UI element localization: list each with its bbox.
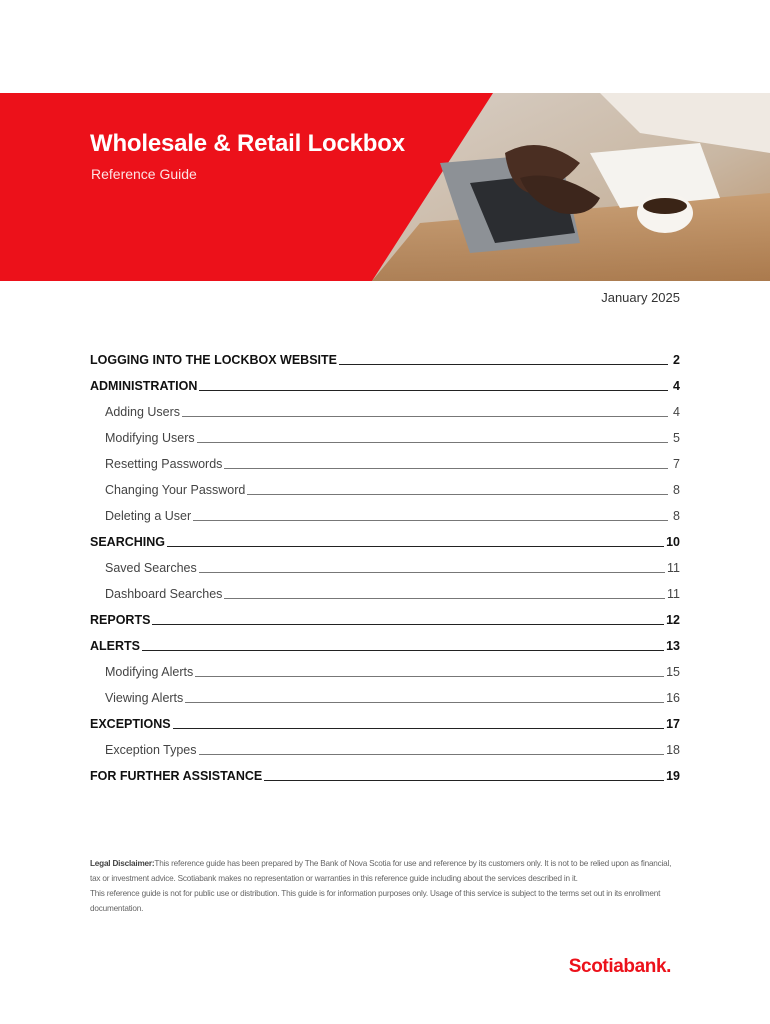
toc-entry[interactable] (90, 498, 680, 524)
toc-entry-page: 17 (666, 717, 680, 731)
toc-entry[interactable] (90, 654, 680, 680)
toc-entry[interactable] (90, 758, 680, 784)
toc-leader-line (264, 779, 664, 781)
toc-entry-label: Modifying Alerts (105, 665, 194, 679)
toc-entry-label: Viewing Alerts (105, 691, 184, 705)
toc-leader-line (339, 363, 668, 365)
toc-entry-label: EXCEPTIONS (90, 717, 171, 731)
toc-entry-page: 19 (666, 769, 680, 783)
toc-leader-line (152, 623, 664, 625)
toc-entry[interactable] (90, 524, 680, 550)
toc-leader-line (197, 441, 668, 443)
toc-entry[interactable] (90, 576, 680, 602)
toc-leader-line (193, 519, 668, 521)
toc-leader-line (224, 597, 665, 599)
toc-entry[interactable] (90, 472, 680, 498)
toc-entry-label: Saved Searches (105, 561, 197, 575)
toc-entry-label: Adding Users (105, 405, 181, 419)
toc-entry[interactable] (90, 706, 680, 732)
page-title: Wholesale & Retail Lockbox (90, 130, 405, 157)
toc-entry-label: Modifying Users (105, 431, 195, 445)
toc-entry-page: 13 (666, 639, 680, 653)
toc-entry-page: 8 (673, 509, 680, 523)
toc-entry-label: Resetting Passwords (105, 457, 223, 471)
toc-leader-line (199, 389, 668, 391)
toc-entry-label: Dashboard Searches (105, 587, 223, 601)
toc-entry[interactable] (90, 446, 680, 472)
toc-entry-label: REPORTS (90, 613, 151, 627)
toc-entry[interactable] (90, 732, 680, 758)
toc-leader-line (199, 571, 665, 573)
toc-entry-page: 8 (673, 483, 680, 497)
toc-entry-label: Exception Types (105, 743, 197, 757)
toc-entry-label: LOGGING INTO THE LOCKBOX WEBSITE (90, 353, 337, 367)
toc-entry-page: 15 (666, 665, 680, 679)
toc-entry[interactable] (90, 342, 680, 368)
toc-entry-page: 11 (667, 587, 680, 601)
toc-entry-page: 11 (667, 561, 680, 575)
toc-entry[interactable] (90, 680, 680, 706)
toc-leader-line (247, 493, 668, 495)
toc-entry[interactable] (90, 394, 680, 420)
toc-entry-label: ADMINISTRATION (90, 379, 198, 393)
toc-entry[interactable] (90, 628, 680, 654)
toc-entry-page: 2 (673, 353, 680, 367)
toc-entry-page: 10 (666, 535, 680, 549)
toc-entry-page: 4 (673, 379, 680, 393)
toc-leader-line (142, 649, 664, 651)
document-date: January 2025 (601, 290, 680, 305)
laptop-photo (0, 93, 770, 281)
disclaimer-text-2: This reference guide is not for public use or distribution. This guide is for information purposes only. Usage of this service is subject to the terms set out in its enrollment documentation. (90, 889, 661, 913)
toc-entry-label: Changing Your Password (105, 483, 246, 497)
header-banner (0, 93, 770, 281)
toc-leader-line (185, 701, 664, 703)
toc-leader-line (182, 415, 668, 417)
toc-leader-line (173, 727, 665, 729)
toc-entry-page: 16 (666, 691, 680, 705)
toc-entry[interactable] (90, 420, 680, 446)
toc-entry-page: 5 (673, 431, 680, 445)
page-subtitle: Reference Guide (91, 166, 197, 182)
toc-entry-page: 7 (673, 457, 680, 471)
toc-entry[interactable] (90, 550, 680, 576)
scotiabank-logo: Scotiabank. (568, 956, 671, 977)
toc-leader-line (224, 467, 668, 469)
toc-entry-label: Deleting a User (105, 509, 192, 523)
toc-entry-label: SEARCHING (90, 535, 166, 549)
legal-disclaimer (90, 856, 680, 916)
toc-leader-line (199, 753, 665, 755)
toc-leader-line (167, 545, 664, 547)
toc-entry[interactable] (90, 602, 680, 628)
toc-entry-label: ALERTS (90, 639, 140, 653)
toc-entry-page: 4 (673, 405, 680, 419)
toc-entry-page: 18 (666, 743, 680, 757)
disclaimer-text-1: This reference guide has been prepared by The Bank of Nova Scotia for use and reference by its customers only. It is not to be relied upon as financial, tax or investment advice. Scotiabank makes no representation or warranties in this reference guide including about the services described in it. (90, 859, 672, 883)
toc-entry[interactable] (90, 368, 680, 394)
toc-leader-line (195, 675, 664, 677)
toc-entry-page: 12 (666, 613, 680, 627)
table-of-contents (90, 342, 680, 784)
toc-entry-label: FOR FURTHER ASSISTANCE (90, 769, 263, 783)
disclaimer-heading: Legal Disclaimer: (90, 859, 155, 868)
